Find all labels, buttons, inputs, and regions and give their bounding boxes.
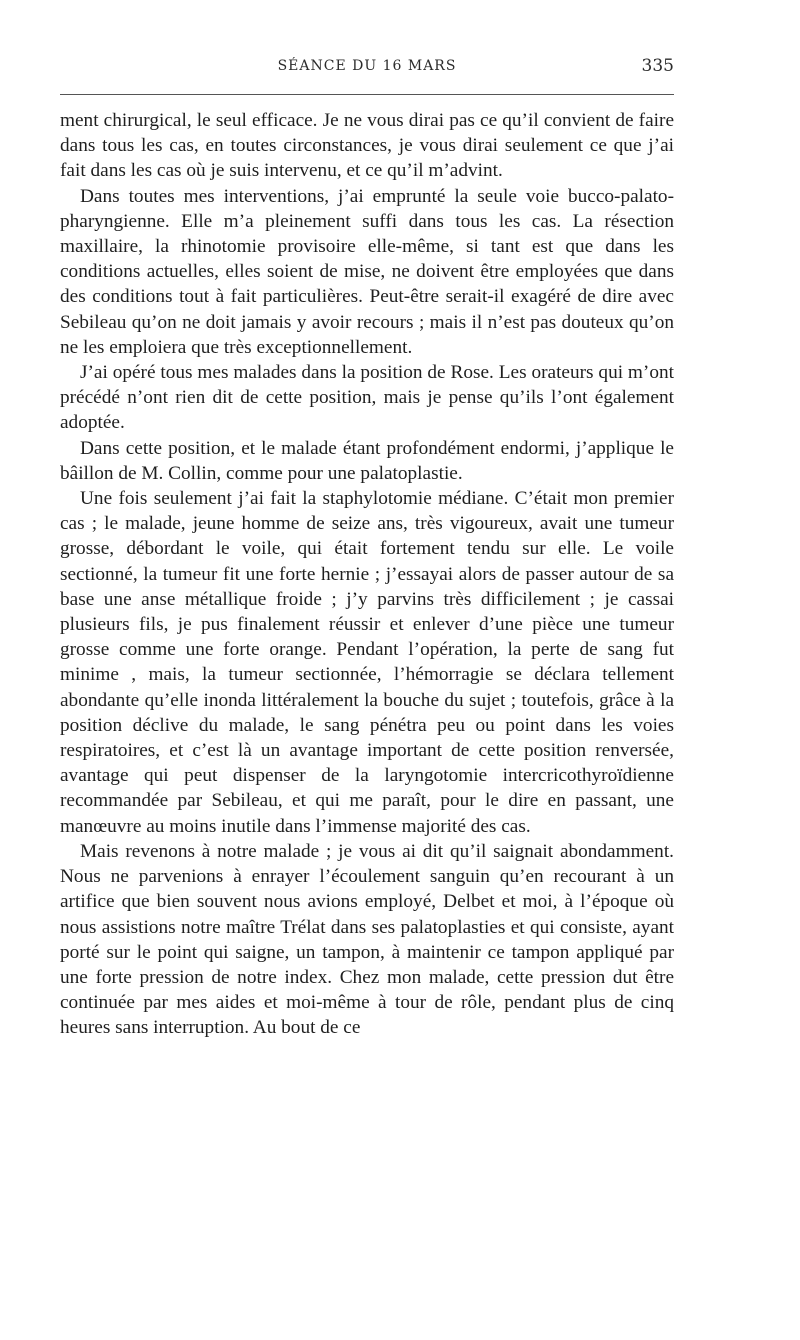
running-head [60,52,674,80]
running-title: SÉANCE DU 16 MARS [277,58,457,74]
paragraph: J’ai opéré tous mes malades dans la position de Rose. Les orateurs qui m’ont précédé n’ont rien dit de cette position, mais je pense qu’ils l’ont également adoptée. [60,362,674,434]
header-rule [60,94,674,95]
paragraph: Une fois seulement j’ai fait la staphylotomie médiane. C’était mon premier cas ; le malade, jeune homme de seize ans, très vigoureux, avait une tumeur grosse, débordant le voile, qui était fortement tendu sur elle. Le voile sectionné, la tumeur fit une forte hernie ; j’essayai alors de passer autour de sa base une anse métallique froide ; j’y parvins très difficilement ; je cassai plusieurs fils, je pus finalement réussir et enlever d’une pièce une tumeur grosse comme une forte orange. Pendant l’opération, la perte de sang fut minime , mais, la tumeur sectionnée, l’hémorragie se déclara tellement abondante qu’elle inonda littéralement la bouche du sujet ; toutefois, grâce à la position déclive du malade, le sang pénétra peu ou point dans les voies respiratoires, et c’est là un avantage important de cette position renversée, avantage qui peut dispenser de la laryngotomie intercricothyroïdienne recommandée par Sebileau, et qui me paraît, pour le dire en passant, une manœuvre au moins inutile dans l’immense majorité des cas. [60,488,674,837]
page-number: 335 [641,56,674,76]
body-text [60,108,674,1041]
paragraph: Mais revenons à notre malade ; je vous ai dit qu’il saignait abondamment. Nous ne parvenions à enrayer l’écoulement sanguin qu’en recourant à un artifice que bien souvent nous avions employé, Delbet et moi, à l’époque où nous assistions notre maître Trélat dans ses palatoplasties et qui consiste, ayant porté sur le point qui saigne, un tampon, à maintenir ce tampon appliqué par une forte pression de notre index. Chez mon malade, cette pression dut être continuée par mes aides et moi-même à tour de rôle, pendant plus de cinq heures sans interruption. Au bout de ce [60,840,674,1039]
paragraph: Dans cette position, et le malade étant profondément endormi, j’applique le bâillon de M. Collin, comme pour une palatoplastie. [60,437,674,484]
paragraph: ment chirurgical, le seul efficace. Je ne vous dirai pas ce qu’il convient de faire dans tous les cas, en toutes circonstances, je vous dirai seulement ce que j’ai fait dans les cas où je suis intervenu, et ce qu’il m’advint. [60,110,674,182]
paragraph: Dans toutes mes interventions, j’ai emprunté la seule voie bucco-palato-pharyngienne. Elle m’a pleinement suffi dans tous les cas. La résection maxillaire, la rhinotomie provisoire elle-même, si tant est que dans les conditions actuelles, elles soient de mise, ne doivent être employées que dans des conditions tout à fait particulières. Peut-être serait-il exagéré de dire avec Sebileau qu’on ne doit jamais y avoir recours ; mais il n’est pas douteux qu’on ne les emploiera que très exceptionnellement. [60,185,674,358]
